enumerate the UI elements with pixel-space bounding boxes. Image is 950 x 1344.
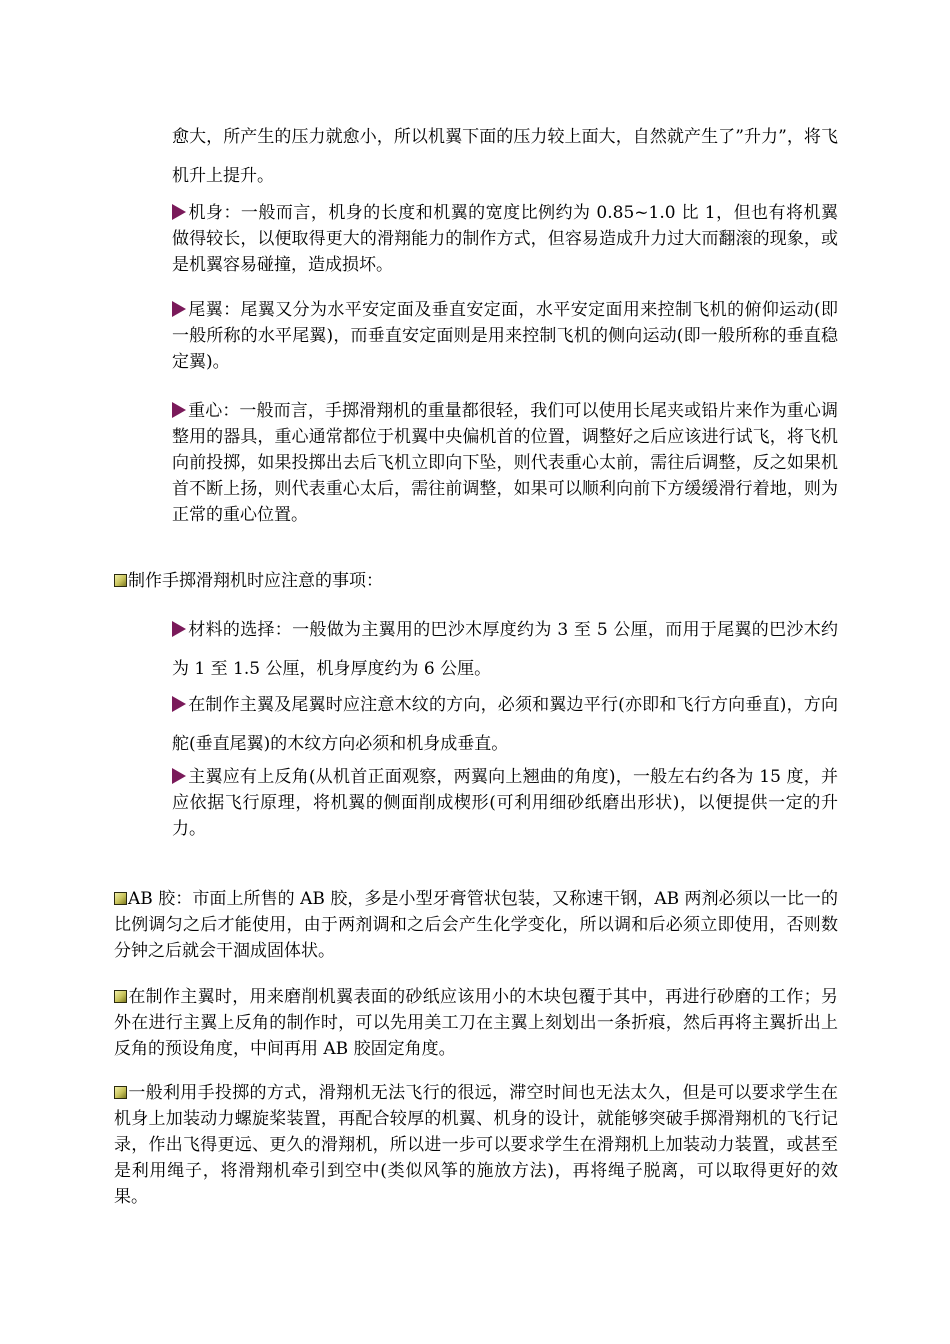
heading-text: 制作手掷滑翔机时应注意的事项： <box>128 571 383 591</box>
square-bullet-icon <box>114 574 127 587</box>
triangle-bullet-icon <box>172 402 186 418</box>
paragraph-powered-glider <box>114 1080 838 1210</box>
paragraph-text: 在制作主翼及尾翼时应注意木纹的方向，必须和翼边平行(亦即和飞行方向垂直)，方向舵(垂直尾翼)的木纹方向必须和机身成垂直。 <box>172 695 838 754</box>
paragraph-text: 尾翼：尾翼又分为水平安定面及垂直安定面，水平安定面用来控制飞机的俯仰运动(即一般所称的水平尾翼)，而垂直安定面则是用来控制飞机的侧向运动(即一般所称的垂直稳定翼)。 <box>172 300 838 372</box>
square-bullet-icon <box>114 1086 127 1099</box>
paragraph-center-of-gravity <box>172 398 838 528</box>
paragraph-text: 在制作主翼时，用来磨削机翼表面的砂纸应该用小的木块包覆于其中，再进行砂磨的工作；另外在进行主翼上反角的制作时，可以先用美工刀在主翼上刻划出一条折痕，然后再将主翼折出上反角的预设角度，中间再用 AB 胶固定角度。 <box>114 987 838 1059</box>
square-bullet-icon <box>114 990 127 1003</box>
triangle-bullet-icon <box>172 301 186 317</box>
paragraph-sanding <box>114 984 838 1062</box>
paragraph-lift-continuation <box>172 118 838 196</box>
paragraph-tail <box>172 297 838 375</box>
paragraph-text: 愈大，所产生的压力就愈小，所以机翼下面的压力较上面大，自然就产生了”升力”，将飞机升上提升。 <box>172 127 838 186</box>
paragraph-text: 重心：一般而言，手掷滑翔机的重量都很轻，我们可以使用长尾夹或铅片来作为重心调整用的器具，重心通常都位于机翼中央偏机首的位置，调整好之后应该进行试飞，将飞机向前投掷，如果投掷出去后飞机立即向下坠，则代表重心太前，需往后调整，反之如果机首不断上扬，则代表重心太后，需往前调整，如果可以顺利向前下方缓缓滑行着地，则为正常的重心位置。 <box>172 401 838 525</box>
paragraph-text: 材料的选择：一般做为主翼用的巴沙木厚度约为 3 至 5 公厘，而用于尾翼的巴沙木约为 1 至 1.5 公厘，机身厚度约为 6 公厘。 <box>172 620 838 679</box>
triangle-bullet-icon <box>172 621 186 637</box>
section-heading-precautions <box>114 568 838 594</box>
triangle-bullet-icon <box>172 768 186 784</box>
paragraph-ab-glue <box>114 886 838 964</box>
paragraph-text: 一般利用手投掷的方式，滑翔机无法飞行的很远，滞空时间也无法太久，但是可以要求学生在机身上加装动力螺旋桨装置，再配合较厚的机翼、机身的设计，就能够突破手掷滑翔机的飞行记录，作出飞得更远、更久的滑翔机，所以进一步可以要求学生在滑翔机上加装动力装置，或甚至是利用绳子，将滑翔机牵引到空中(类似风筝的施放方法)，再将绳子脱离，可以取得更好的效果。 <box>114 1083 838 1207</box>
paragraph-text: AB 胶：市面上所售的 AB 胶，多是小型牙膏管状包装，又称速干钢，AB 两剂必须以一比一的比例调匀之后才能使用，由于两剂调和之后会产生化学变化，所以调和后必须立即使用，否则数分钟之后就会干涸成固体状。 <box>114 889 838 961</box>
paragraph-materials <box>172 611 838 689</box>
triangle-bullet-icon <box>172 696 186 712</box>
square-bullet-icon <box>114 892 127 905</box>
triangle-bullet-icon <box>172 204 186 220</box>
paragraph-wood-grain <box>172 686 838 764</box>
paragraph-text: 机身：一般而言，机身的长度和机翼的宽度比例约为 0.85~1.0 比 1，但也有将机翼做得较长，以便取得更大的滑翔能力的制作方式，但容易造成升力过大而翻滚的现象，或是机翼容易碰撞，造成损坏。 <box>172 203 838 275</box>
paragraph-text: 主翼应有上反角(从机首正面观察，两翼向上翘曲的角度)，一般左右约各为 15 度，并应依据飞行原理，将机翼的侧面削成楔形(可利用细砂纸磨出形状)，以便提供一定的升力。 <box>172 767 838 839</box>
paragraph-dihedral <box>172 764 838 842</box>
paragraph-fuselage <box>172 200 838 278</box>
